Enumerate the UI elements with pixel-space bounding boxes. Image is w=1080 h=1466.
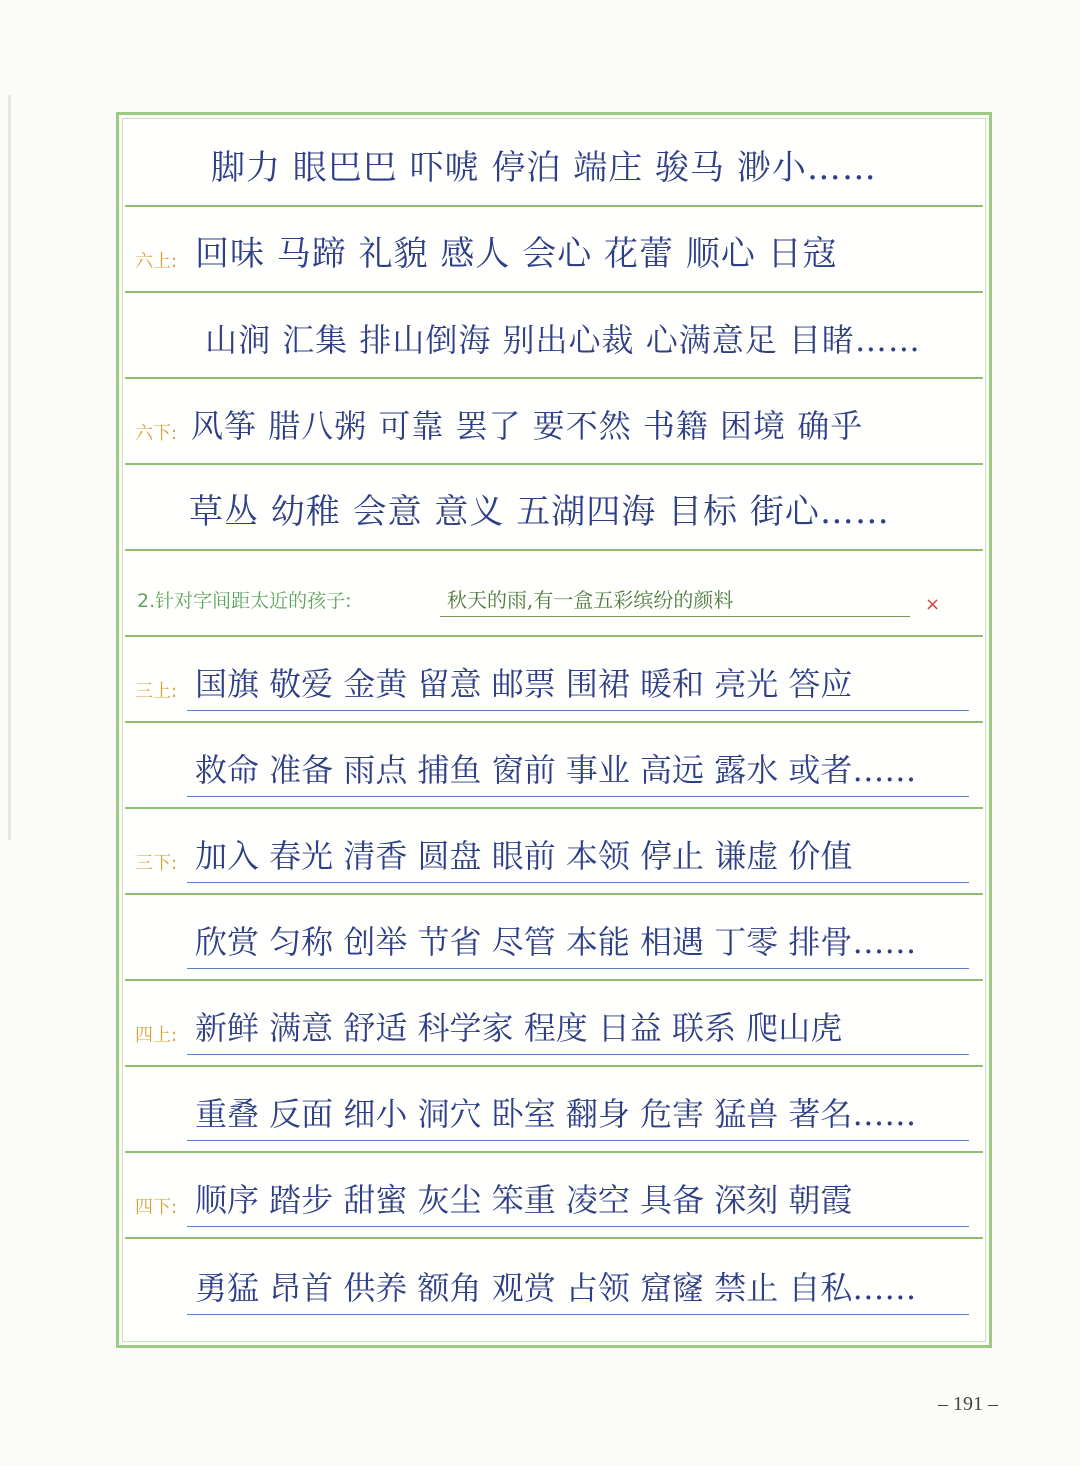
grade-label-4b: 四下:	[135, 1197, 178, 1218]
grade-label-4a: 四上:	[135, 1025, 178, 1046]
row-text: 顺序 踏步 甜蜜 灰尘 笨重 凌空 具备 深刻 朝霞	[195, 1181, 853, 1219]
grid-rows	[119, 115, 989, 1345]
note-example-text: 秋天的雨,有一盒五彩缤纷的颜料	[447, 588, 734, 612]
row-text: 脚力 眼巴巴 吓唬 停泊 端庄 骏马 渺小……	[211, 148, 877, 188]
row-underline	[187, 796, 969, 797]
handwriting-grid-frame	[116, 112, 992, 1348]
grade-label-6a: 六上:	[135, 251, 178, 272]
wrong-mark-icon: ×	[925, 594, 941, 615]
row-text: 回味 马蹄 礼貌 感人 会心 花蕾 顺心 日寇	[195, 234, 838, 274]
row-text: 国旗 敬爱 金黄 留意 邮票 围裙 暖和 亮光 答应	[195, 665, 853, 703]
grid-row-8	[125, 723, 983, 809]
row-text: 重叠 反面 细小 洞穴 卧室 翻身 危害 猛兽 著名……	[195, 1095, 917, 1133]
row-text: 欣赏 匀称 创举 节省 尽管 本能 相遇 丁零 排骨……	[195, 923, 917, 961]
row-underline	[187, 1054, 969, 1055]
grid-row-11	[125, 981, 983, 1067]
grid-row-14	[125, 1239, 983, 1325]
page-spine-shadow	[8, 95, 11, 840]
grid-row-1	[125, 121, 983, 207]
row-text: 山涧 汇集 排山倒海 别出心裁 心满意足 目睹……	[205, 321, 921, 359]
row-underline	[187, 1226, 969, 1227]
grid-row-7	[125, 637, 983, 723]
grid-row-2	[125, 207, 983, 293]
grid-row-13	[125, 1153, 983, 1239]
grade-label-3a: 三上:	[135, 681, 178, 702]
page-number: – 191 –	[938, 1393, 998, 1415]
note-underline	[440, 616, 910, 617]
row-text: 勇猛 昂首 供养 额角 观赏 占领 窟窿 禁止 自私……	[195, 1269, 917, 1307]
row-text: 风筝 腊八粥 可靠 罢了 要不然 书籍 困境 确乎	[191, 407, 864, 445]
section-note-label: 2.针对字间距太近的孩子:	[137, 590, 352, 612]
grid-row-10	[125, 895, 983, 981]
row-text: 加入 春光 清香 圆盘 眼前 本领 停止 谦虚 价值	[195, 837, 853, 875]
grid-row-6-note	[125, 551, 983, 637]
row-text: 新鲜 满意 舒适 科学家 程度 日益 联系 爬山虎	[195, 1009, 843, 1047]
row-underline	[187, 968, 969, 969]
grid-row-12	[125, 1067, 983, 1153]
row-text: 草丛 幼稚 会意 意义 五湖四海 目标 街心……	[189, 492, 890, 532]
grid-row-5	[125, 465, 983, 551]
grid-row-3	[125, 293, 983, 379]
grid-row-4	[125, 379, 983, 465]
row-underline	[187, 710, 969, 711]
grid-row-9	[125, 809, 983, 895]
row-underline	[187, 1314, 969, 1315]
grade-label-6b: 六下:	[135, 423, 178, 444]
grade-label-3b: 三下:	[135, 853, 178, 874]
row-underline	[187, 882, 969, 883]
row-underline	[187, 1140, 969, 1141]
row-text: 救命 准备 雨点 捕鱼 窗前 事业 高远 露水 或者……	[195, 751, 917, 789]
